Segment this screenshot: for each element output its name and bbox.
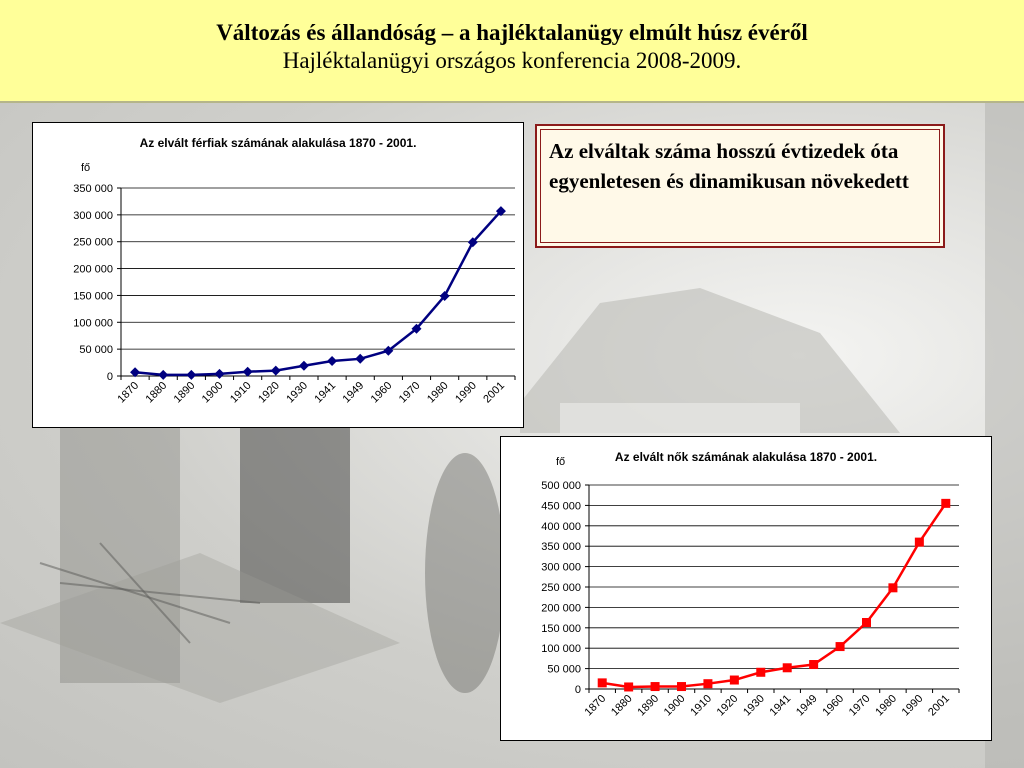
- data-point: [158, 370, 168, 380]
- x-tick-label: 1930: [284, 379, 311, 406]
- y-axis-label: fő: [81, 162, 91, 174]
- women-chart-svg: [501, 437, 991, 740]
- data-point: [783, 663, 792, 672]
- y-tick-label: 0: [106, 371, 113, 383]
- series-line: [602, 503, 946, 687]
- data-point: [299, 361, 309, 371]
- page-subtitle: Hajléktalanügyi országos konferencia 2008-2009.: [282, 48, 742, 73]
- y-axis-label: fő: [556, 456, 566, 468]
- data-point: [941, 499, 950, 508]
- y-tick-label: 50 000: [79, 344, 113, 357]
- x-tick-label: 1980: [873, 692, 900, 719]
- data-point: [186, 370, 196, 380]
- data-point: [888, 583, 897, 592]
- data-point: [756, 668, 765, 677]
- header-banner: [0, 0, 1024, 103]
- y-tick-label: 100 000: [73, 317, 113, 330]
- x-tick-label: 1949: [793, 692, 820, 719]
- x-tick-label: 1949: [340, 379, 367, 406]
- x-tick-label: 1941: [767, 692, 794, 719]
- data-point: [271, 366, 281, 376]
- y-tick-label: 250 000: [541, 582, 581, 594]
- y-tick-label: 200 000: [73, 263, 113, 276]
- y-tick-label: 100 000: [541, 643, 581, 656]
- data-point: [327, 356, 337, 366]
- x-tick-label: 1890: [171, 379, 198, 406]
- men-chart: [32, 122, 524, 428]
- x-tick-label: 1870: [582, 692, 609, 719]
- y-tick-label: 50 000: [547, 663, 581, 676]
- x-tick-label: 2001: [926, 692, 952, 719]
- women-chart: [500, 436, 992, 741]
- page-title: Változás és állandóság – a hajléktalanügy elmúlt húsz évéről: [216, 20, 808, 45]
- y-tick-label: 0: [574, 684, 581, 696]
- data-point: [809, 660, 818, 669]
- x-tick-label: 1930: [741, 692, 767, 719]
- data-point: [915, 538, 924, 547]
- x-tick-label: 1890: [635, 692, 662, 719]
- men-chart-svg: [33, 123, 523, 427]
- y-tick-label: 150 000: [73, 290, 113, 303]
- chart-title: Az elvált nők számának alakulása 1870 - 2001.: [614, 450, 878, 464]
- x-tick-label: 1941: [312, 379, 339, 406]
- callout-box: [535, 124, 945, 248]
- data-point: [677, 682, 686, 691]
- y-tick-label: 200 000: [541, 602, 581, 615]
- x-tick-label: 1980: [424, 379, 451, 406]
- y-tick-label: 150 000: [541, 622, 581, 635]
- data-point: [836, 642, 845, 651]
- x-tick-label: 1910: [227, 379, 254, 406]
- data-point: [862, 618, 871, 627]
- x-tick-label: 2001: [481, 379, 508, 406]
- x-tick-label: 1920: [256, 379, 282, 406]
- callout-text: Az elváltak száma hosszú évtizedek óta egyenletesen és dinamikusan növekedett: [549, 139, 909, 193]
- x-tick-label: 1970: [846, 692, 873, 719]
- y-tick-label: 450 000: [541, 500, 581, 513]
- x-tick-label: 1960: [368, 379, 395, 406]
- data-point: [215, 369, 225, 379]
- x-tick-label: 1920: [714, 692, 741, 719]
- y-tick-label: 350 000: [541, 541, 581, 554]
- data-point: [730, 676, 739, 685]
- x-tick-label: 1900: [661, 692, 688, 719]
- x-tick-label: 1960: [820, 692, 847, 719]
- x-tick-label: 1910: [688, 692, 715, 719]
- x-tick-label: 1880: [608, 692, 635, 719]
- data-point: [624, 682, 633, 691]
- y-tick-label: 500 000: [541, 480, 581, 492]
- y-tick-label: 300 000: [541, 561, 581, 574]
- x-tick-label: 1990: [453, 379, 479, 406]
- x-tick-label: 1900: [199, 379, 226, 406]
- data-point: [243, 367, 253, 377]
- y-tick-label: 250 000: [73, 236, 113, 249]
- x-tick-label: 1990: [899, 692, 926, 719]
- chart-title: Az elvált férfiak számának alakulása 1870 - 2001.: [139, 136, 417, 150]
- x-tick-label: 1870: [115, 379, 142, 406]
- data-point: [651, 682, 660, 691]
- y-tick-label: 400 000: [541, 520, 581, 533]
- y-tick-label: 300 000: [73, 209, 113, 222]
- x-tick-label: 1880: [143, 379, 170, 406]
- x-tick-label: 1970: [396, 379, 423, 406]
- data-point: [355, 354, 365, 364]
- data-point: [703, 679, 712, 688]
- y-tick-label: 350 000: [73, 183, 113, 195]
- data-point: [598, 678, 607, 687]
